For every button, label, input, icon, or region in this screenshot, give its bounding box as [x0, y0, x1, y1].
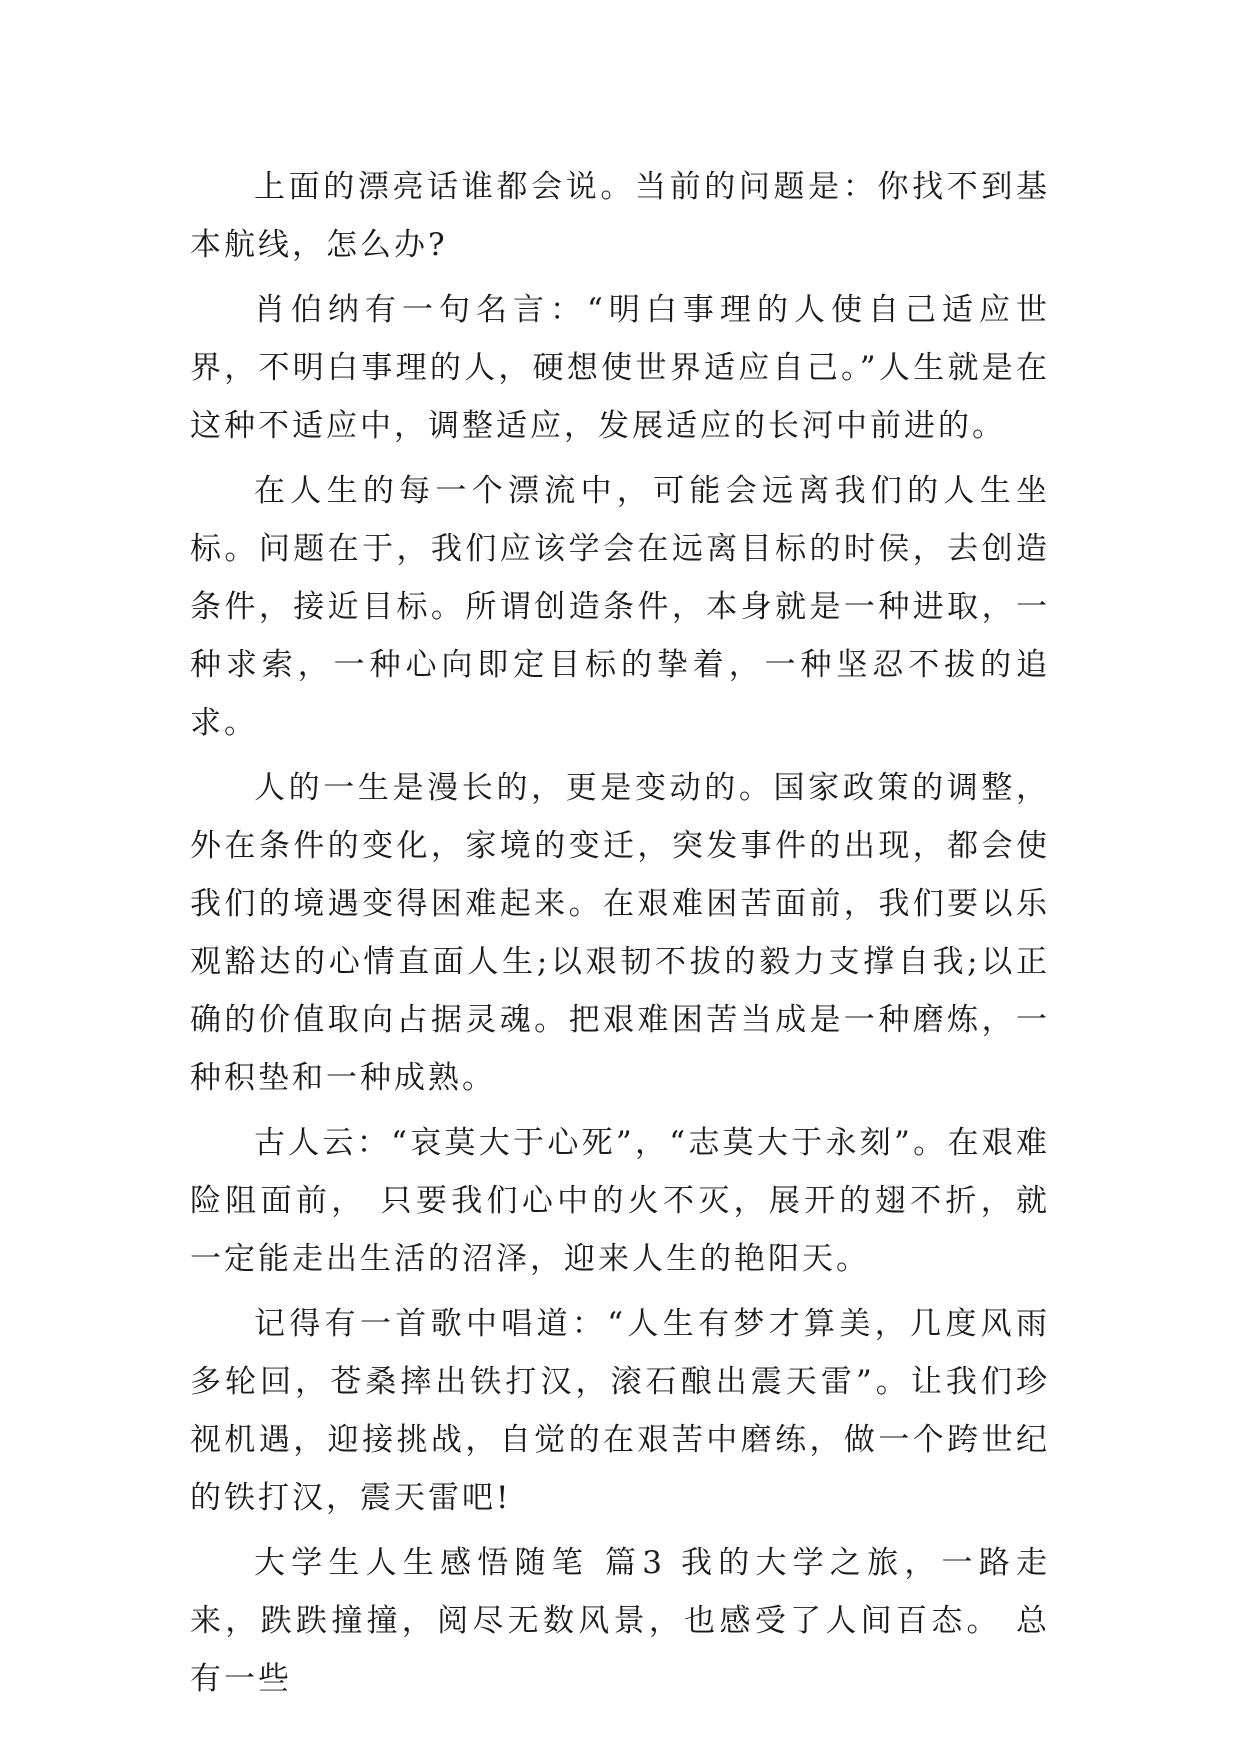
paragraph: 记得有一首歌中唱道：“人生有梦才算美，几度风雨多轮回，苍桑摔出铁打汉，滚石酿出震天雷”。让我们珍视机遇，迎接挑战，自觉的在艰苦中磨练，做一个跨世纪的铁打汉，震天雷吧!: [190, 1306, 1050, 1516]
paragraph: 古人云：“哀莫大于心死”，“志莫大于永刻”。在艰难险阻面前， 只要我们心中的火不灭，展开的翅不折，就一定能走出生活的沼泽，迎来人生的艳阳天。: [190, 1125, 1050, 1277]
paragraph: 上面的漂亮话谁都会说。当前的问题是：你找不到基本航线，怎么办?: [190, 169, 1050, 263]
paragraph: 大学生人生感悟随笔 篇3 我的大学之旅，一路走来，跌跌撞撞，阅尽无数风景，也感受了人间百态。 总有一些: [190, 1545, 1050, 1697]
paragraph: 人的一生是漫长的，更是变动的。国家政策的调整，外在条件的变化，家境的变迁，突发事件的出现，都会使我们的境遇变得困难起来。在艰难困苦面前，我们要以乐观豁达的心情直面人生;以艰韧不拔的毅力支撑自我;以正确的价值取向占据灵魂。把艰难困苦当成是一种磨炼，一种积垫和一种成熟。: [190, 770, 1050, 1096]
paragraph: 肖伯纳有一句名言：“明白事理的人使自己适应世界，不明白事理的人，硬想使世界适应自己。”人生就是在这种不适应中，调整适应，发展适应的长河中前进的。: [190, 292, 1050, 444]
document-body: [190, 158, 1050, 1708]
paragraph: 在人生的每一个漂流中，可能会远离我们的人生坐标。问题在于，我们应该学会在远离目标的时侯，去创造条件，接近目标。所谓创造条件，本身就是一种进取，一种求索，一种心向即定目标的挚着，一种坚忍不拔的追求。: [190, 473, 1050, 741]
